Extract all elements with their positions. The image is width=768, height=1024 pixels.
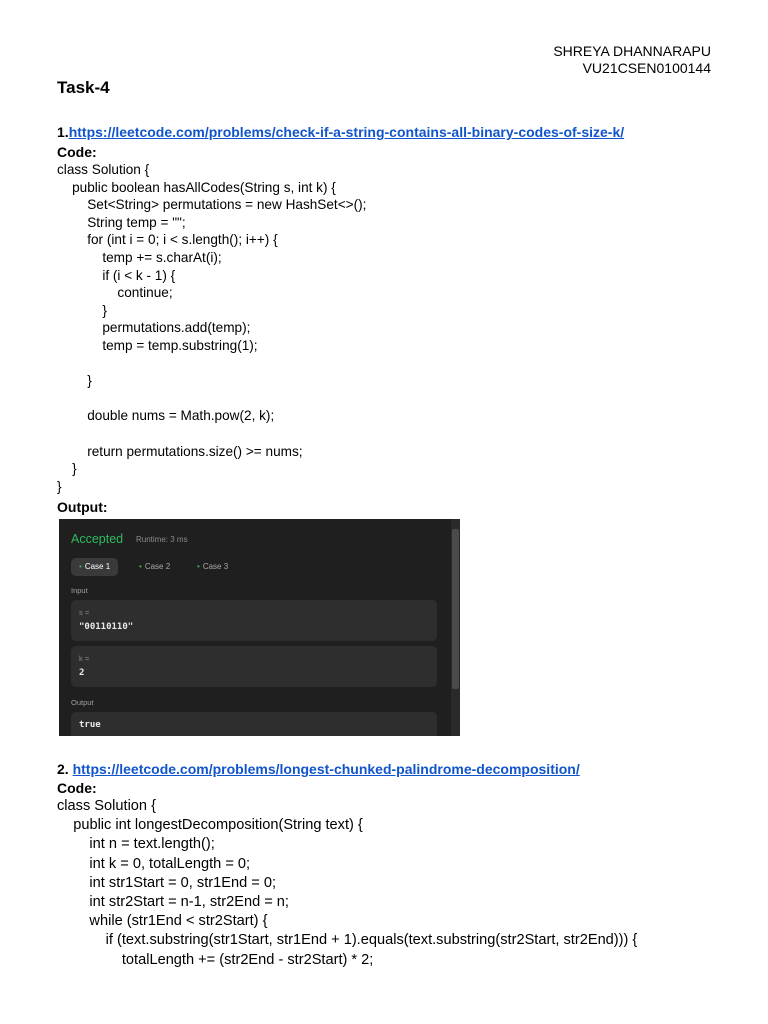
code-line: double nums = Math.pow(2, k);	[57, 408, 275, 424]
code-line: permutations.add(temp);	[57, 320, 251, 336]
code-line: String temp = "";	[57, 214, 186, 230]
submission-result-panel	[59, 519, 460, 736]
tab-case-3[interactable]: • Case 3	[197, 562, 229, 571]
code-line: if (text.substring(str1Start, str1End + 1).equals(text.substring(str2Start, str2End))) {	[57, 932, 638, 949]
question-1-heading	[57, 124, 624, 140]
input-s-box	[71, 600, 437, 641]
case-pass-dot-icon: •	[139, 562, 142, 571]
code-line: class Solution {	[57, 162, 150, 177]
code-line: public int longestDecomposition(String text) {	[57, 817, 363, 834]
author-name: SHREYA DHANNARAPU	[553, 43, 711, 59]
code-line	[57, 390, 366, 408]
panel-scrollbar[interactable]	[451, 519, 460, 736]
code-line: if (i < k - 1) {	[57, 267, 176, 283]
input-section-label: Input	[71, 586, 88, 595]
code-line: temp = temp.substring(1);	[57, 337, 258, 353]
question-2-link[interactable]: https://leetcode.com/problems/longest-chunked-palindrome-decomposition/	[72, 761, 580, 777]
code-line: for (int i = 0; i < s.length(); i++) {	[57, 232, 278, 248]
code-line: return permutations.size() >= nums;	[57, 443, 303, 459]
input-k-box	[71, 646, 437, 687]
case-pass-dot-icon: •	[79, 562, 82, 571]
question-2-code-label: Code:	[57, 780, 97, 796]
author-header	[553, 43, 711, 77]
code-line: int k = 0, totalLength = 0;	[57, 855, 251, 872]
question-1-code-label: Code:	[57, 144, 97, 160]
code-line: public boolean hasAllCodes(String s, int k) {	[57, 179, 336, 195]
code-line: int str1Start = 0, str1End = 0;	[57, 874, 277, 891]
question-2-heading	[57, 761, 580, 777]
code-line: }	[57, 478, 62, 494]
code-line: }	[57, 302, 107, 318]
output-box	[71, 712, 437, 736]
output-value: true	[79, 720, 101, 730]
status-accepted: Accepted	[71, 532, 124, 546]
code-line: }	[57, 373, 92, 389]
question-2-number: 2.	[57, 761, 69, 777]
question-1-number: 1.	[57, 124, 69, 140]
code-line: class Solution {	[57, 798, 156, 814]
question-1-link[interactable]: https://leetcode.com/problems/check-if-a-string-contains-all-binary-codes-of-size-k/	[68, 124, 625, 140]
student-id: VU21CSEN0100144	[582, 60, 711, 76]
code-line: int n = text.length();	[57, 836, 215, 853]
case-pass-dot-icon: •	[197, 562, 200, 571]
code-line: }	[57, 461, 77, 477]
code-line: int str2Start = n-1, str2End = n;	[57, 893, 289, 910]
question-1-code-block	[57, 161, 366, 495]
code-line	[57, 355, 366, 373]
code-line: while (str1End < str2Start) {	[57, 913, 268, 930]
code-line: temp += s.charAt(i);	[57, 249, 222, 265]
input-k-label: k =	[79, 654, 90, 663]
code-line: Set<String> permutations = new HashSet<>();	[57, 197, 367, 213]
question-2-code-block	[57, 797, 637, 970]
code-line	[57, 425, 366, 443]
code-line: continue;	[57, 285, 173, 301]
output-section-label: Output	[71, 698, 94, 707]
runtime-text: Runtime: 3 ms	[136, 535, 188, 544]
page-title: Task-4	[57, 78, 110, 97]
input-k-value: 2	[79, 668, 85, 678]
tab-case-2[interactable]: • Case 2	[139, 562, 171, 571]
scrollbar-thumb[interactable]	[452, 529, 459, 689]
input-s-label: s =	[79, 608, 90, 617]
input-s-value: "00110110"	[79, 622, 134, 632]
tab-case-1[interactable]: • Case 1	[71, 558, 118, 576]
question-1-output-label: Output:	[57, 499, 108, 515]
code-line: totalLength += (str2End - str2Start) * 2;	[57, 951, 374, 968]
